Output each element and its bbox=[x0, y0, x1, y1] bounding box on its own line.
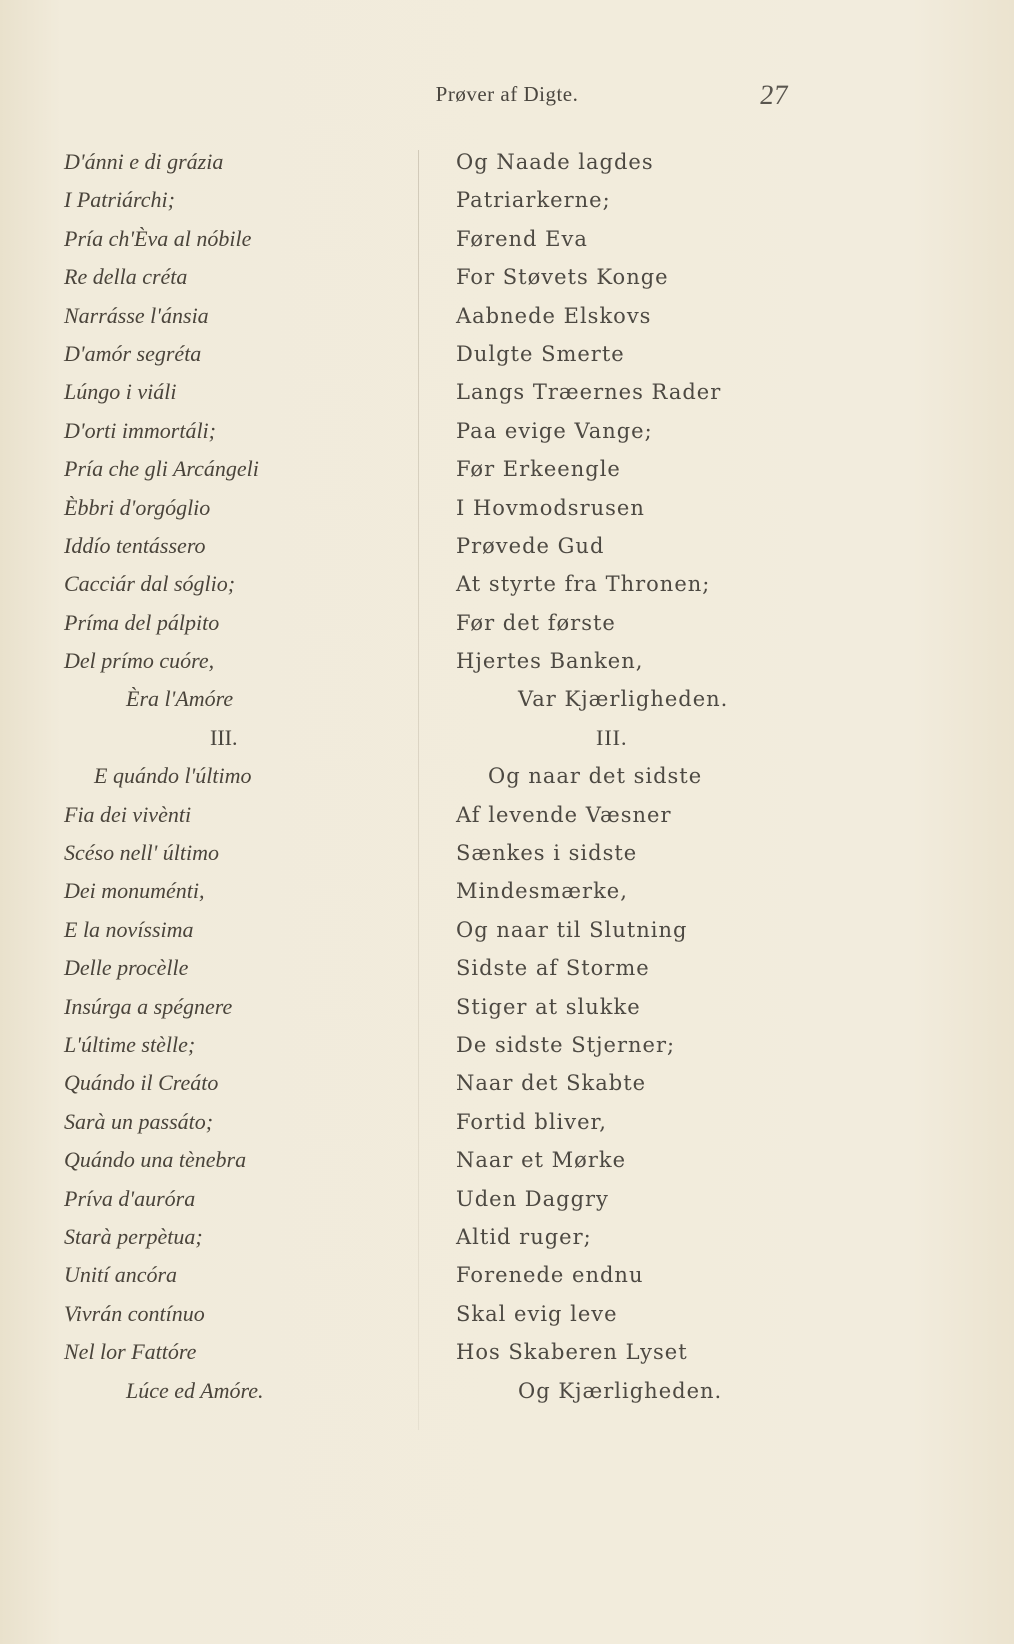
italian-poem-column bbox=[64, 143, 424, 1410]
danish-verse-line: Sidste af Storme bbox=[456, 956, 650, 981]
italian-verse-line: E quándo l'último bbox=[94, 763, 252, 789]
italian-verse-line: Re della créta bbox=[64, 264, 188, 290]
page-number: 27 bbox=[758, 80, 790, 111]
danish-verse-line: Naar det Skabte bbox=[456, 1071, 647, 1096]
danish-verse-line: Af levende Væsner bbox=[456, 802, 672, 827]
danish-section-number: III. bbox=[596, 724, 628, 750]
danish-verse-line-indented: Og Kjærligheden. bbox=[518, 1378, 723, 1403]
danish-verse-line: At styrte fra Thronen; bbox=[456, 572, 711, 597]
italian-verse-line: L'últime stèlle; bbox=[64, 1031, 196, 1057]
italian-verse-line: Pría che gli Arcángeli bbox=[64, 456, 259, 482]
danish-verse-line: Mindesmærke, bbox=[456, 879, 628, 904]
danish-verse-line: Stiger at slukke bbox=[456, 994, 641, 1019]
italian-stanza bbox=[64, 757, 424, 1410]
danish-verse-line: Forenede endnu bbox=[456, 1263, 644, 1288]
italian-verse-line: Nel lor Fattóre bbox=[64, 1339, 197, 1365]
italian-verse-line: Scéso nell' último bbox=[64, 840, 220, 866]
danish-verse-line: Før Erkeengle bbox=[456, 457, 621, 482]
italian-verse-line: Dei monuménti, bbox=[64, 878, 205, 904]
italian-verse-line: Insúrga a spégnere bbox=[64, 993, 233, 1019]
danish-verse-line: Og Naade lagdes bbox=[456, 150, 654, 174]
italian-verse-line: D'amór segréta bbox=[64, 340, 202, 366]
italian-verse-line: Del prímo cuóre, bbox=[64, 648, 215, 674]
italian-verse-line: Sarà un passáto; bbox=[64, 1108, 214, 1134]
danish-verse-line: Førend Eva bbox=[456, 226, 588, 251]
italian-verse-line: D'ánni e di grázia bbox=[64, 149, 224, 174]
danish-verse-line-indented: Var Kjærligheden. bbox=[518, 687, 729, 712]
danish-verse-line: Prøvede Gud bbox=[456, 533, 605, 558]
italian-verse-line: Quándo una tènebra bbox=[64, 1147, 247, 1173]
italian-verse-line: D'orti immortáli; bbox=[64, 417, 216, 443]
danish-verse-line: For Støvets Konge bbox=[456, 265, 669, 290]
danish-verse-line: Og naar det sidste bbox=[488, 764, 703, 789]
italian-verse-line: Fia dei vivènti bbox=[64, 801, 192, 827]
danish-stanza bbox=[456, 757, 816, 1410]
italian-verse-line: Cacciár dal sóglio; bbox=[64, 571, 236, 597]
italian-verse-line: Vivrán contínuo bbox=[64, 1300, 205, 1326]
italian-section-number: III. bbox=[210, 724, 238, 750]
danish-verse-line: Før det første bbox=[456, 610, 616, 635]
italian-verse-line-indented: Èra l'Amóre bbox=[126, 686, 234, 712]
italian-stanza bbox=[64, 143, 424, 719]
danish-stanza bbox=[456, 143, 816, 719]
italian-verse-line: Narrásse l'ánsia bbox=[64, 302, 209, 328]
danish-verse-line: Hjertes Banken, bbox=[456, 649, 644, 674]
italian-verse-line: Príva d'auróra bbox=[64, 1185, 196, 1211]
danish-verse-line: Fortid bliver, bbox=[456, 1109, 607, 1134]
italian-verse-line: Unití ancóra bbox=[64, 1262, 178, 1288]
italian-verse-line: Pría ch'Èva al nóbile bbox=[64, 225, 252, 251]
danish-verse-line: De sidste Stjerner; bbox=[456, 1032, 676, 1057]
italian-verse-line: E la novíssima bbox=[64, 916, 194, 942]
danish-verse-line: Naar et Mørke bbox=[456, 1148, 627, 1173]
danish-verse-line: Uden Daggry bbox=[456, 1186, 609, 1211]
italian-verse-line-indented: Lúce ed Amóre. bbox=[126, 1377, 264, 1403]
danish-verse-line: Skal evig leve bbox=[456, 1301, 618, 1326]
danish-verse-line: I Hovmodsrusen bbox=[456, 495, 645, 520]
danish-verse-line: Altid ruger; bbox=[456, 1224, 592, 1249]
danish-verse-line: Og naar til Slutning bbox=[456, 917, 688, 942]
italian-verse-line: Quándo il Creáto bbox=[64, 1070, 219, 1096]
danish-verse-line: Paa evige Vange; bbox=[456, 418, 653, 443]
danish-verse-line: Hos Skaberen Lyset bbox=[456, 1340, 688, 1365]
danish-verse-line: Langs Træernes Rader bbox=[456, 380, 722, 405]
danish-verse-line: Dulgte Smerte bbox=[456, 341, 625, 366]
italian-verse-line: Lúngo i viáli bbox=[64, 379, 177, 405]
running-title: Prøver af Digte. bbox=[435, 82, 579, 106]
danish-verse-line: Patriarkerne; bbox=[456, 188, 611, 213]
italian-verse-line: Èbbri d'orgóglio bbox=[64, 494, 211, 520]
danish-poem-column bbox=[456, 143, 816, 1410]
italian-verse-line: I Patriárchi; bbox=[64, 187, 175, 213]
danish-verse-line: Aabnede Elskovs bbox=[456, 303, 652, 328]
danish-verse-line: Sænkes i sidste bbox=[456, 841, 638, 866]
italian-verse-line: Iddío tentássero bbox=[64, 532, 206, 558]
italian-verse-line: Starà perpètua; bbox=[64, 1223, 203, 1249]
italian-verse-line: Delle procèlle bbox=[64, 955, 189, 981]
italian-verse-line: Príma del pálpito bbox=[64, 609, 220, 635]
